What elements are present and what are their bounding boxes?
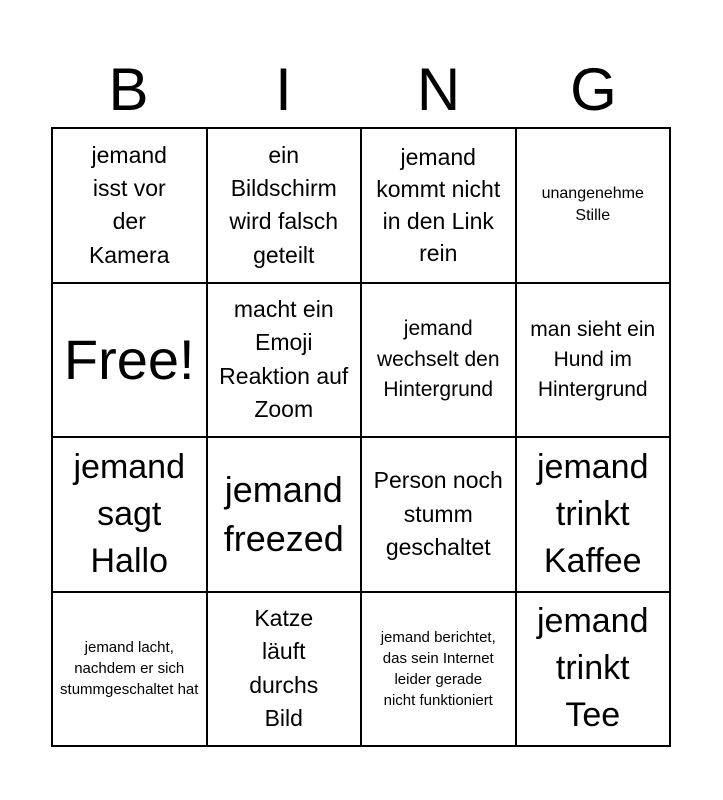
bingo-cell-r4c2[interactable]	[208, 593, 363, 748]
bingo-cell-r1c1[interactable]	[53, 129, 208, 284]
bingo-board	[51, 127, 671, 747]
cell-label: jemand freezed	[223, 468, 344, 560]
cell-label: jemand trinkt Kaffee	[536, 447, 649, 580]
cell-label: ein Bildschirm wird falsch geteilt	[229, 141, 339, 268]
cell-label: jemand isst vor der Kamera	[88, 141, 170, 268]
header-letter-b: B	[108, 56, 149, 123]
bingo-cell-r1c2[interactable]	[208, 129, 363, 284]
bingo-cell-r1c3[interactable]	[362, 129, 517, 284]
bingo-cell-r2c2[interactable]	[208, 284, 363, 439]
cell-label: jemand trinkt Tee	[536, 602, 649, 735]
bingo-cell-r2c3[interactable]	[362, 284, 517, 439]
bingo-cell-r4c4[interactable]	[517, 593, 672, 748]
cell-label: Person noch stumm geschaltet	[373, 467, 503, 560]
bingo-cell-r4c1[interactable]	[53, 593, 208, 748]
bingo-cell-r3c2[interactable]	[208, 438, 363, 593]
bingo-cell-r2c4[interactable]	[517, 284, 672, 439]
cell-label: jemand kommt nicht in den Link rein	[376, 143, 501, 267]
cell-label: jemand sagt Hallo	[73, 447, 185, 580]
cell-label: jemand berichtet, das sein Internet leider gerade nicht funktioniert	[380, 628, 496, 709]
bingo-cell-r3c4[interactable]	[517, 438, 672, 593]
cell-label: Katze läuft durchs Bild	[249, 605, 319, 732]
header-letter-g: G	[570, 56, 617, 123]
bingo-cell-r4c3[interactable]	[362, 593, 517, 748]
bingo-cell-r2c1[interactable]	[53, 284, 208, 439]
header-letter-i: I	[275, 56, 292, 123]
cell-label: unangenehme Stille	[541, 184, 644, 225]
cell-label: jemand lacht, nachdem er sich stummgeschaltet hat	[60, 639, 199, 699]
cell-label: macht ein Emoji Reaktion auf Zoom	[219, 296, 349, 423]
bingo-cell-r3c1[interactable]	[53, 438, 208, 593]
header-letter-n: N	[416, 56, 461, 123]
bingo-cell-r3c3[interactable]	[362, 438, 517, 593]
cell-label: man sieht ein Hund im Hintergrund	[530, 318, 656, 401]
free-space-label: Free!	[63, 327, 195, 391]
bingo-cell-r1c4[interactable]	[517, 129, 672, 284]
bingo-header	[51, 52, 671, 128]
cell-label: jemand wechselt den Hintergrund	[376, 317, 500, 401]
